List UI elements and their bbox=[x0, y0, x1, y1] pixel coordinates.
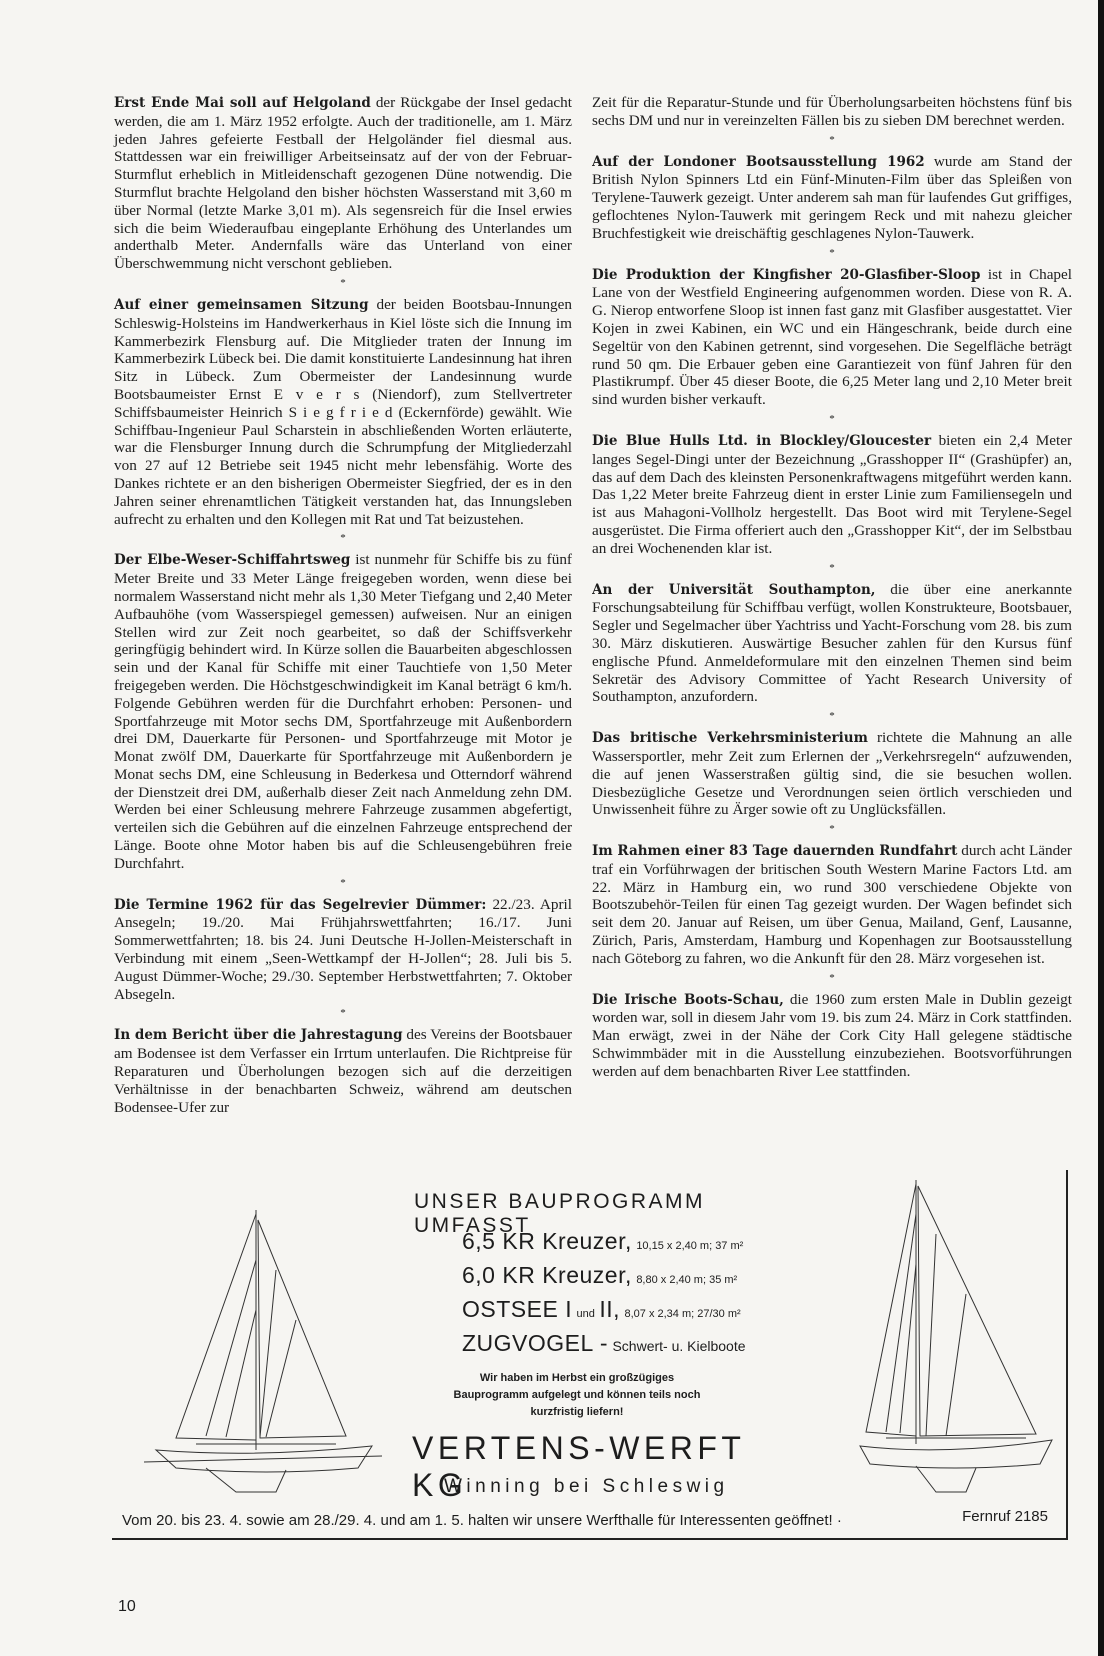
ad-line-zugvogel-spec: Schwert- u. Kielboote bbox=[612, 1338, 746, 1354]
ad-line-kr65-spec: 10,15 x 2,40 m; 37 m² bbox=[636, 1240, 744, 1252]
article-lead: Die Produktion der Kingfisher 20-Glasfiber-Sloop bbox=[592, 266, 981, 283]
article-lead: Die Blue Hulls Ltd. in Blockley/Gloucester bbox=[592, 432, 932, 449]
ad-line-kr60-spec: 8,80 x 2,40 m; 35 m² bbox=[636, 1274, 738, 1286]
ad-footer bbox=[122, 1508, 1062, 1529]
right-article-1 bbox=[592, 153, 1072, 243]
ad-line-kr65 bbox=[462, 1228, 743, 1255]
separator-asterisk: * bbox=[340, 1007, 346, 1020]
article-text: ist in Chapel Lane von der Westfield Engineering aufgenommen worden. Diese von R. A. G. Nierop entworfene Sloop ist innen fast ganz mit Glasfiber ausgestattet. Vier Kojen in zwei Kabinen, ein WC und ein Hängeschrank, beide durch eine Segeltür von den Kabinen getrennt, sind vorgesehen. Die Segelfläche beträgt rund 50 qm. Die Erbauer geben eine Garantiezeit von fünf Jahren für den Plastikrumpf. Über 45 dieser Boote, die 6,25 Meter lang und 2,10 Meter breit sind wurden bisher verkauft. bbox=[592, 265, 1072, 409]
left-article-0 bbox=[114, 94, 572, 273]
right-article-7 bbox=[592, 991, 1072, 1081]
ad-line-ostsee-und: und bbox=[576, 1308, 595, 1320]
separator-asterisk: * bbox=[829, 971, 835, 984]
right-article-4 bbox=[592, 581, 1072, 707]
article-lead: Auf der Londoner Bootsausstellung 1962 bbox=[592, 153, 925, 170]
ad-footer-text: Vom 20. bis 23. 4. sowie am 28./29. 4. und am 1. 5. halten wir unsere Werfthalle für Interessenten geöffnet! · bbox=[122, 1512, 842, 1529]
right-article-6 bbox=[592, 842, 1072, 968]
article-text: die über eine anerkannte Forschungsabteilung für Schiffbau verfügt, wollen Konstrukteure, Bootsbauer, Segler und Segelmacher über Yachtriss und Yacht-Forschung vom 28. bis zum 30. März diskutieren. Auswärtige Besucher zahlen für den Kursus fünf englische Pfund. Anmeldeformulare mit den einzelnen Themen sind beim Sekretär des Advisory Committee of Yacht Research University of Southampton, anzufordern. bbox=[592, 580, 1072, 706]
ad-line-ostsee-name: OSTSEE I bbox=[462, 1296, 573, 1322]
advertisement-box bbox=[112, 1170, 1068, 1540]
ad-line-ostsee-spec: 8,07 x 2,34 m; 27/30 m² bbox=[624, 1308, 741, 1320]
ad-title: UNSER BAUPROGRAMM UMFASST bbox=[414, 1190, 706, 1237]
ad-line-kr60 bbox=[462, 1262, 737, 1289]
article-lead: Die Termine 1962 für das Segelrevier Dümmer: bbox=[114, 896, 487, 913]
article-lead: Das britische Verkehrsministerium bbox=[592, 730, 868, 747]
separator-asterisk: * bbox=[829, 246, 835, 259]
separator-asterisk: * bbox=[829, 823, 835, 836]
article-text: der Rückgabe der Insel gedacht werden, die am 1. März 1952 erfolgte. Auch der traditionelle, am 1. März jeden Jahres gefeierte Festball der Helgoländer fiel diesmal aus. Stattdessen war ein freiwilliger Arbeitseinsatz auf der von der Februar-Sturmflut erheblich in Mitleidenschaft gezogenen Düne notwendig. Die Sturmflut brachte Helgoland den bisher höchsten Wasserstand mit 3,60 m über Normal (letzte Marke 3,01 m). Als segensreich für die Insel erwies sich die beim Wiederaufbau eingeplante Erhöhung des Unterlandes um anderthalb Meter. Andernfalls wäre das Unterland von einer Überschwemmung nicht verschont geblieben. bbox=[114, 94, 572, 273]
separator-asterisk: * bbox=[829, 710, 835, 723]
article-text: 22./23. April Ansegeln; 19./20. Mai Frühjahrswettfahrten; 16./17. Juni Sommerwettfahrten; 18. bis 24. Juni Deutsche H-Jollen-Meisterschaft in Verbindung mit einem „Seen-Wettkampf der H-Jollen“; 28. Juli bis 5. August Dümmer-Woche; 29./30. September Herbstwettfahrten; 7. Oktober Absegeln. bbox=[114, 895, 572, 1003]
separator-asterisk: * bbox=[829, 561, 835, 574]
ad-line-zugvogel bbox=[462, 1330, 746, 1357]
right-column bbox=[592, 94, 1072, 1081]
article-lead: Der Elbe-Weser-Schiffahrtsweg bbox=[114, 552, 351, 569]
separator-asterisk: * bbox=[340, 276, 346, 289]
article-text: richtete die Mahnung an alle Wassersportler, mehr Zeit zum Erlernen der „Verkehrsregeln“ aufzuwenden, die auf jenen Wasserstraßen gültig sind, die sie besuchen wollen. Diesbezügliche Gesetze und Verordnungen seien örtlich verschieden und Unwissenheit führe zu Ärger sowie oft zu Unglücksfällen. bbox=[592, 729, 1072, 819]
article-lead: An der Universität Southampton, bbox=[592, 581, 876, 598]
ad-line-ostsee bbox=[462, 1296, 741, 1323]
left-article-2 bbox=[114, 551, 572, 872]
article-text: ist nunmehr für Schiffe bis zu fünf Meter Breite und 33 Meter Länge freigegeben worden, wenn diese bei normalem Wasserstand nicht mehr als 1,30 Meter Tiefgang und 2,40 Meter Aufbauhöhe (vom Wasserspiegel gemessen) aufweisen. Nur an einigen Stellen wird zur Zeit noch gearbeitet, so daß der Schiffsverkehr geringfügig behindert wird. In Kürze sollen die Bauarbeiten abgeschlossen sein und der Kanal für Schiffe mit einer Tauchtiefe von 1,50 Meter freigegeben werden. Die Höchstgeschwindigkeit im Kanal beträgt 6 km/h. Folgende Gebühren werden für die Durchfahrt erhoben: Personen- und Sportfahrzeuge mit Motor sechs DM, Sportfahrzeuge mit Außenbordern drei DM, Dauerkarte für Personen- und Sportfahrzeuge mit Motor je Monat zwölf DM, Dauerkarte für Sportfahrzeuge mit Außenbordern je Monat sechs DM, eine Schleusung in Bederkesa und Otterndorf während der Dienstzeit drei DM, außerhalb dieser Zeit nach Anmeldung zehn DM. Werden bei einer Schleusung mehrere Fahrzeuge zusammen abgefertigt, verteilen sich die Gebühren auf die einzelnen Fahrzeuge entsprechend der Länge. Boote ohne Motor haben bis auf die Schleusengebühren freie Durchfahrt. bbox=[114, 551, 572, 872]
separator-asterisk: * bbox=[340, 876, 346, 889]
right-article-5 bbox=[592, 729, 1072, 819]
sailboat-left-illustration bbox=[136, 1200, 386, 1500]
article-lead: Erst Ende Mai soll auf Helgoland bbox=[114, 95, 371, 111]
article-lead: Auf einer gemeinsamen Sitzung bbox=[114, 296, 369, 313]
right-article-3 bbox=[592, 432, 1072, 558]
right-article-0 bbox=[592, 94, 1072, 130]
ad-location: Winning bei Schleswig bbox=[444, 1476, 729, 1497]
left-article-3 bbox=[114, 896, 572, 1004]
left-article-1 bbox=[114, 296, 572, 528]
ad-line-ostsee-name2: II, bbox=[599, 1296, 621, 1322]
ad-line-kr60-name: 6,0 KR Kreuzer, bbox=[462, 1262, 632, 1288]
left-article-4 bbox=[114, 1026, 572, 1116]
separator-asterisk: * bbox=[829, 412, 835, 425]
ad-line-zugvogel-name: ZUGVOGEL - bbox=[462, 1330, 608, 1356]
page-number: 10 bbox=[118, 1598, 136, 1615]
separator-asterisk: * bbox=[340, 532, 346, 545]
ad-note: Wir haben im Herbst ein großzügiges Bauprogramm aufgelegt und können teils noch kurzfristig liefern! bbox=[453, 1372, 701, 1418]
article-text: die 1960 zum ersten Male in Dublin gezeigt worden war, soll in diesem Jahr vom 19. bis zum 24. März in Cork stattfinden. Man erwägt, zwei in der Nähe der Cork City Hall gelegene städtische Schwimmbäder mit in die Ausstellung einzubeziehen. Bootsvorführungen werden auf dem benachbarten River Lee stattfinden. bbox=[592, 990, 1072, 1080]
article-text: durch acht Länder traf ein Vorführwagen der britischen South Western Marine Factors Ltd. am 22. März in Hamburg ein, wo rund 300 verschiedene Objekte von Bootszubehör-Teilen für einen Tag gezeigt wurden. Der Wagen befindet sich seit dem 20. Januar auf Reisen, um über Genua, Mailand, Genf, Lausanne, Zürich, Paris, Amsterdam, Hamburg und Kopenhagen zur Bootsausstellung nach Göteborg zu fahren, wo die Ankunft für den 28. März vorgesehen ist. bbox=[592, 842, 1072, 967]
page-edge-bar bbox=[1098, 0, 1104, 1656]
article-text: bieten ein 2,4 Meter langes Segel-Dingi unter der Bezeichnung „Grasshopper II“ (Grashüpfer) an, das auf dem Dach des kleinsten Personenkraftwagens mitgeführt werden kann. Das 1,22 Meter breite Fahrzeug dient in erster Linie zum Familiensegeln und ist aus Mahagoni-Vollholz hergestellt. Das Boot wird mit Terylene-Segel ausgerüstet. Die Firma offeriert auch den „Grasshopper Kit“, der im Selbstbau an drei Wochenenden klar ist. bbox=[592, 431, 1072, 557]
separator-asterisk: * bbox=[829, 133, 835, 146]
article-text: des Vereins der Bootsbauer am Bodensee ist dem Verfasser ein Irrtum unterlaufen. Die Richtpreise für Reparaturen und Überholungen bezogen sich auf die derzeitigen Verhältnisse in der benachbarten Schweiz, während am deutschen Bodensee-Ufer zur bbox=[114, 1026, 572, 1116]
article-text: der beiden Bootsbau-Innungen Schleswig-Holsteins im Handwerkerhaus in Kiel löste sich die Innung im Kammerbezirk Flensburg auf. Die Mitglieder traten der Innung im Kammerbezirk Lübeck bei. Die damit konstituierte Landesinnung hat ihren Sitz in Lübeck. Zum Obermeister der Landesinnung wurde Bootsbaumeister Ernst E v e r s (Niendorf), zum Stellvertreter Schiffsbaumeister Heinrich S i e g f r i e d (Eckernförde) gewählt. Wie Schiffbau-Ingenieur Paul Scharstein in abschließenden Worten erläuterte, war die Flensburger Innung durch die Schrumpfung der Mitgliederzahl von 27 auf 12 Betriebe seit 1945 nicht mehr lebensfähig. Worte des Dankes richtete er an den bisherigen Obermeister Siegfried, der es in den Jahren seiner ehrenamtlichen Tätigkeit verstanden hat, das Innungsleben aufrecht zu erhalten und den Kollegen mit Rat und Tat beizustehen. bbox=[114, 295, 572, 528]
ad-phone: Fernruf 2185 bbox=[962, 1508, 1048, 1525]
article-text: wurde am Stand der British Nylon Spinners Ltd ein Fünf-Minuten-Film über das Spleißen von Terylene-Tauwerk gezeigt. Unter anderem sah man für laufendes Gut griffiges, geflochtenes Nylon-Tauwerk mit geringem Reck und mit nahezu gleicher Bruchfestigkeit wie dreischäftig geschlagenes Nylon-Tauwerk. bbox=[592, 152, 1072, 242]
article-lead: In dem Bericht über die Jahrestagung bbox=[114, 1027, 403, 1044]
left-column bbox=[114, 94, 572, 1116]
ad-company-name: VERTENS-WERFT KG bbox=[412, 1430, 745, 1503]
article-text: Zeit für die Reparatur-Stunde und für Überholungsarbeiten höchstens fünf bis sechs DM und nur in vereinzelten Fällen bis zu sieben DM berechnet werden. bbox=[592, 94, 1072, 129]
sailboat-right-illustration bbox=[856, 1174, 1056, 1504]
article-lead: Die Irische Boots-Schau, bbox=[592, 991, 784, 1008]
right-article-2 bbox=[592, 266, 1072, 409]
ad-line-kr65-name: 6,5 KR Kreuzer, bbox=[462, 1228, 632, 1254]
article-lead: Im Rahmen einer 83 Tage dauernden Rundfahrt bbox=[592, 843, 958, 860]
